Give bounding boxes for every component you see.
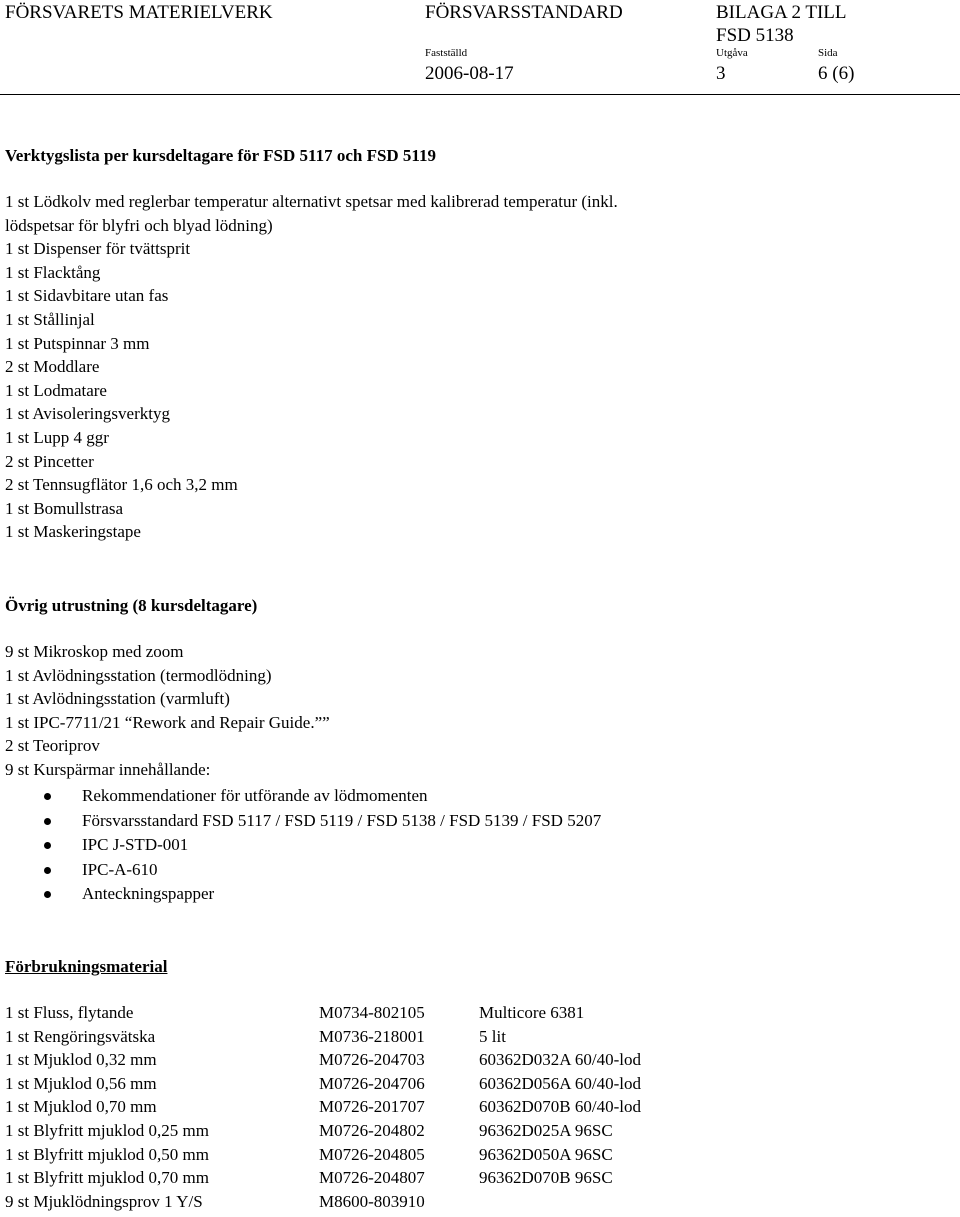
list-item: 1 st Dispenser för tvättsprit bbox=[5, 239, 191, 259]
item-description: 1 st Blyfritt mjuklod 0,70 mm bbox=[5, 1168, 210, 1188]
list-item: 9 st Mikroskop med zoom bbox=[5, 642, 184, 661]
item-description: 1 st Blyfritt mjuklod 0,25 mm bbox=[5, 1120, 210, 1140]
bullet-icon bbox=[44, 867, 51, 874]
section-title-tool-list: Verktygslista per kursdeltagare för FSD 5117 och FSD 5119 bbox=[5, 146, 436, 165]
list-item: 1 st Lupp 4 ggr bbox=[5, 427, 109, 447]
table-row bbox=[5, 1025, 641, 1049]
document-type: FÖRSVARSSTANDARD bbox=[425, 2, 623, 23]
bullet-item bbox=[0, 858, 601, 883]
product-designation: 60362D032A 60/40-lod bbox=[479, 1050, 641, 1070]
equipment-list bbox=[5, 640, 330, 782]
article-number: M0726-204805 bbox=[319, 1144, 425, 1164]
bullet-icon bbox=[44, 842, 51, 849]
annex-standard: FSD 5138 bbox=[716, 25, 794, 46]
product-designation: 96362D025A 96SC bbox=[479, 1120, 613, 1140]
list-item: 1 st Stållinjal bbox=[5, 309, 95, 329]
item-description: 1 st Mjuklod 0,32 mm bbox=[5, 1050, 157, 1070]
bullet-text: Anteckningspapper bbox=[82, 884, 215, 903]
list-item: 1 st Avisoleringsverktyg bbox=[5, 404, 170, 424]
bullet-text: Rekommendationer för utförande av lödmomenten bbox=[82, 786, 428, 805]
bullet-text: IPC J-STD-001 bbox=[82, 835, 189, 854]
product-designation: 96362D070B 96SC bbox=[479, 1168, 613, 1188]
tool-list bbox=[5, 190, 618, 544]
list-item: 1 st Avlödningsstation (termodlödning) bbox=[5, 665, 272, 685]
product-designation bbox=[479, 1190, 641, 1214]
item-description: 1 st Rengöringsvätska bbox=[5, 1026, 156, 1046]
article-number: M0734-802105 bbox=[319, 1003, 425, 1022]
list-item: 1 st Bomullstrasa bbox=[5, 498, 124, 518]
article-number: M0736-218001 bbox=[319, 1026, 425, 1046]
article-number: M0726-204807 bbox=[319, 1168, 425, 1188]
bullet-icon bbox=[44, 818, 51, 825]
article-number: M0726-204706 bbox=[319, 1073, 425, 1093]
list-item: 1 st Lodmatare bbox=[5, 380, 107, 400]
bullet-item bbox=[0, 882, 601, 907]
table-row bbox=[5, 1166, 641, 1190]
edition-number: 3 bbox=[716, 63, 726, 84]
item-description: 1 st Mjuklod 0,56 mm bbox=[5, 1073, 157, 1093]
list-item: 1 st Putspinnar 3 mm bbox=[5, 333, 150, 353]
table-row bbox=[5, 1143, 641, 1167]
established-label: Fastställd bbox=[425, 47, 468, 59]
list-item: 2 st Moddlare bbox=[5, 357, 100, 377]
table-row bbox=[5, 1119, 641, 1143]
annex-title: BILAGA 2 TILL bbox=[716, 2, 847, 23]
item-description: 1 st Fluss, flytande bbox=[5, 1003, 134, 1022]
document-header bbox=[0, 0, 960, 96]
list-item: 2 st Teoriprov bbox=[5, 736, 100, 756]
item-description: 1 st Blyfritt mjuklod 0,50 mm bbox=[5, 1144, 210, 1164]
table-row bbox=[5, 1190, 641, 1214]
list-item: 1 st Lödkolv med reglerbar temperatur alternativt spetsar med kalibrerad temperatur (inkl. bbox=[5, 192, 618, 211]
table-row bbox=[5, 1048, 641, 1072]
product-designation: 5 lit bbox=[479, 1026, 506, 1046]
list-item: 1 st Flacktång bbox=[5, 262, 101, 282]
list-item: 2 st Pincetter bbox=[5, 451, 94, 471]
bullet-text: Försvarsstandard FSD 5117 / FSD 5119 / FSD 5138 / FSD 5139 / FSD 5207 bbox=[82, 810, 602, 830]
article-number: M0726-201707 bbox=[319, 1097, 425, 1117]
product-designation: 60362D056A 60/40-lod bbox=[479, 1073, 641, 1093]
product-designation: Multicore 6381 bbox=[479, 1003, 585, 1022]
product-designation: 60362D070B 60/40-lod bbox=[479, 1097, 641, 1117]
bullet-item bbox=[0, 784, 601, 809]
binder-contents-list bbox=[0, 784, 601, 907]
item-description: 1 st Mjuklod 0,70 mm bbox=[5, 1097, 157, 1117]
edition-label: Utgåva bbox=[716, 47, 748, 59]
organization-name: FÖRSVARETS MATERIELVERK bbox=[5, 2, 273, 23]
article-number: M0726-204703 bbox=[319, 1050, 425, 1070]
list-item: 9 st Kurspärmar innehållande: bbox=[5, 759, 211, 779]
product-designation: 96362D050A 96SC bbox=[479, 1144, 613, 1164]
section-title-other-equipment: Övrig utrustning (8 kursdeltagare) bbox=[5, 596, 258, 615]
bullet-icon bbox=[44, 793, 51, 800]
list-item: 1 st Maskeringstape bbox=[5, 522, 141, 542]
article-number: M0726-204802 bbox=[319, 1120, 425, 1140]
bullet-item bbox=[0, 833, 601, 858]
page-number: 6 (6) bbox=[818, 63, 855, 84]
bullet-text: IPC-A-610 bbox=[82, 859, 158, 879]
bullet-item bbox=[0, 809, 601, 834]
established-date: 2006-08-17 bbox=[425, 63, 514, 84]
list-item: 2 st Tennsugflätor 1,6 och 3,2 mm bbox=[5, 475, 238, 495]
table-row bbox=[5, 1095, 641, 1119]
item-description: 9 st Mjuklödningsprov 1 Y/S bbox=[5, 1191, 203, 1211]
list-item: 1 st IPC-7711/21 “Rework and Repair Guide.”” bbox=[5, 712, 330, 732]
article-number: M8600-803910 bbox=[319, 1191, 425, 1211]
table-row bbox=[5, 1072, 641, 1096]
bullet-icon bbox=[44, 891, 51, 898]
list-item: 1 st Avlödningsstation (varmluft) bbox=[5, 689, 230, 709]
list-item: lödspetsar för blyfri och blyad lödning) bbox=[5, 215, 273, 235]
table-row bbox=[5, 1001, 641, 1025]
list-item: 1 st Sidavbitare utan fas bbox=[5, 286, 169, 306]
header-divider bbox=[0, 94, 960, 95]
section-title-consumables: Förbrukningsmaterial bbox=[5, 957, 168, 976]
consumables-table bbox=[5, 1001, 641, 1213]
page-label: Sida bbox=[818, 47, 838, 59]
